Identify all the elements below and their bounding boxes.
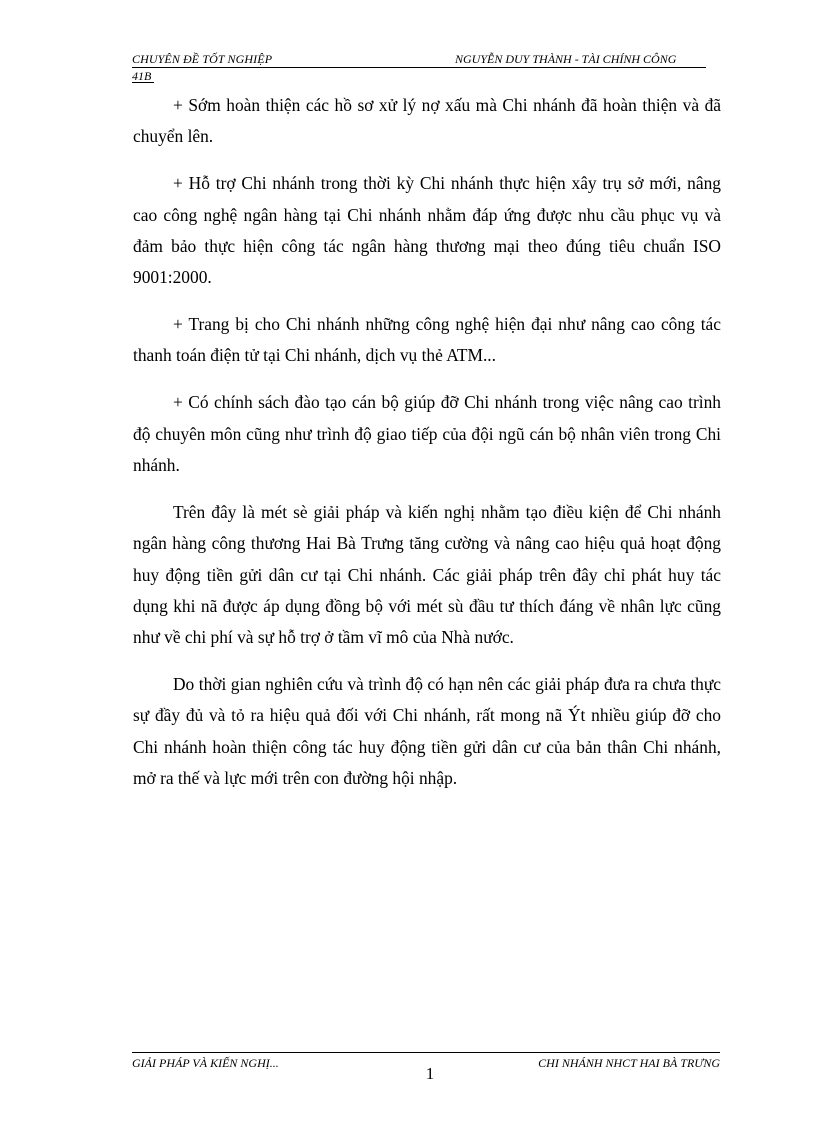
header-right-author: NGUYỄN DUY THÀNH - TÀI CHÍNH CÔNG <box>455 52 677 66</box>
footer-divider <box>132 1052 720 1053</box>
header-continuation-divider <box>132 82 154 83</box>
footer-left-section: GIẢI PHÁP VÀ KIẾN NGHỊ... <box>132 1056 279 1070</box>
footer-right-branch: CHI NHÁNH NHCT HAI BÀ TRƯNG <box>538 1056 720 1070</box>
paragraph-2: + Hỗ trợ Chi nhánh trong thời kỳ Chi nhánh thực hiện xây trụ sở mới, nâng cao công nghệ ngân hàng tại Chi nhánh nhằm đáp ứng được nhu cầu phục vụ và đảm bảo thực hiện công tác ngân hàng thương mại theo đúng tiêu chuẩn ISO 9001:2000. <box>133 173 721 288</box>
paragraph-3: + Trang bị cho Chi nhánh những công nghệ hiện đại như nâng cao công tác thanh toán điện tử tại Chi nhánh, dịch vụ thẻ ATM... <box>133 314 721 366</box>
paragraph-6: Do thời gian nghiên cứu và trình độ có hạn nên các giải pháp đưa ra chưa thực sự đầy đủ và tỏ ra hiệu quả đối với Chi nhánh, rất mong nã Ýt nhiều giúp đỡ cho Chi nhánh hoàn thiện công tác huy động tiền gửi dân cư của bản thân Chi nhánh, mở ra thế và lực mới trên con đường hội nhập. <box>133 674 721 789</box>
header-left-title: CHUYÊN ĐỀ TỐT NGHIỆP <box>132 52 273 66</box>
header-author-continuation: 41B <box>132 69 152 83</box>
paragraph-1: + Sớm hoàn thiện các hồ sơ xử lý nợ xấu mà Chi nhánh đã hoàn thiện và đã chuyển lên. <box>133 95 721 147</box>
header-divider <box>132 67 706 68</box>
document-body <box>133 90 721 810</box>
paragraph-4: + Có chính sách đào tạo cán bộ giúp đỡ Chi nhánh trong việc nâng cao trình độ chuyên môn cũng như trình độ giao tiếp của đội ngũ cán bộ nhân viên trong Chi nhánh. <box>133 392 721 476</box>
paragraph-5: Trên đây là mét sè giải pháp và kiến nghị nhằm tạo điều kiện để Chi nhánh ngân hàng công thương Hai Bà Trưng tăng cường và nâng cao hiệu quả hoạt động huy động tiền gửi dân cư tại Chi nhánh. Các giải pháp trên đây chỉ phát huy tác dụng khi nã được áp dụng đồng bộ với mét sù đầu tư thích đáng về nhân lực cũng như về chi phí và sự hỗ trợ ở tầm vĩ mô của Nhà nước. <box>133 502 721 648</box>
page-number: 1 <box>425 1064 435 1083</box>
